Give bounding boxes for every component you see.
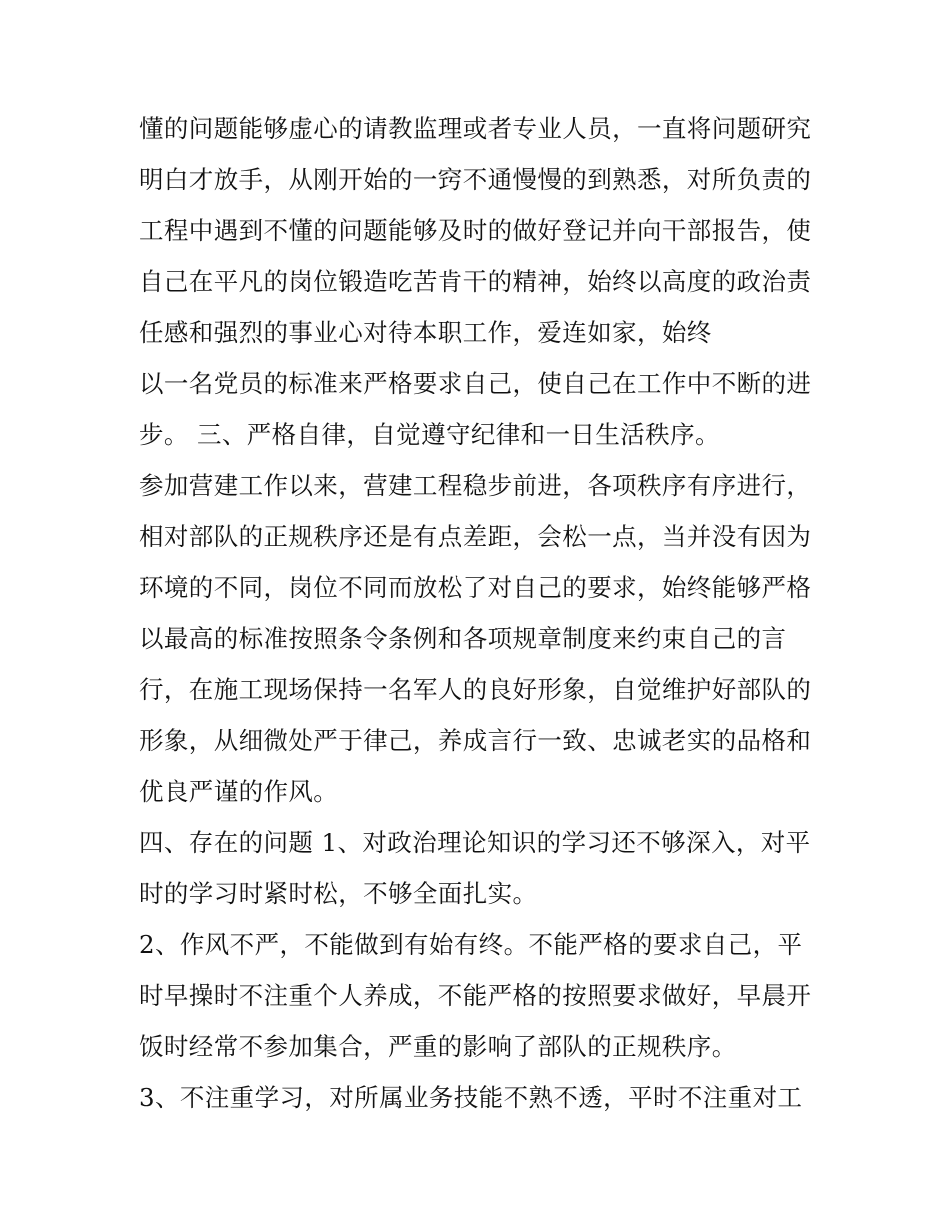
text-line: 形象，从细微处严于律己，养成言行一致、忠诚老实的品格和 [139,726,812,755]
text-line: 自己在平凡的岗位锻造吃苦肯干的精神，始终以高度的政治责 [139,267,812,296]
text-line: 环境的不同，岗位不同而放松了对自己的要求，始终能够严格 [139,573,812,602]
text-line: 饭时经常不参加集合，严重的影响了部队的正规秩序。 [139,1032,737,1061]
text-line: 优良严谨的作风。 [139,777,339,806]
text-line: 任感和强烈的事业心对待本职工作，爱连如家，始终 [139,318,712,347]
text-line: 行，在施工现场保持一名军人的良好形象，自觉维护好部队的 [139,675,812,704]
text-line: 以最高的标准按照条令条例和各项规章制度来约束自己的言 [139,624,787,653]
text-line: 明白才放手，从刚开始的一窍不通慢慢的到熟悉，对所负责的 [139,165,812,194]
section-heading-line: 步。 三、严格自律，自觉遵守纪律和一日生活秩序。 [139,420,720,449]
text-line: 相对部队的正规秩序还是有点差距，会松一点，当并没有因为 [139,522,812,551]
list-item-line: 2、作风不严，不能做到有始有终。不能严格的要求自己，平 [139,930,803,959]
text-line: 懂的问题能够虚心的请教监理或者专业人员，一直将问题研究 [139,114,812,143]
text-line: 工程中遇到不懂的问题能够及时的做好登记并向干部报告，使 [139,216,812,245]
section-heading-line: 四、存在的问题 1、对政治理论知识的学习还不够深入，对平 [139,828,811,857]
text-line: 时早操时不注重个人养成，不能严格的按照要求做好，早晨开 [139,981,812,1010]
text-line: 时的学习时紧时松，不够全面扎实。 [139,879,538,908]
list-item-line: 3、不注重学习，对所属业务技能不熟不透，平时不注重对工 [139,1083,803,1112]
text-line: 以一名党员的标准来严格要求自己，使自己在工作中不断的进 [139,369,812,398]
text-line: 参加营建工作以来，营建工程稳步前进，各项秩序有序进行， [139,471,812,500]
